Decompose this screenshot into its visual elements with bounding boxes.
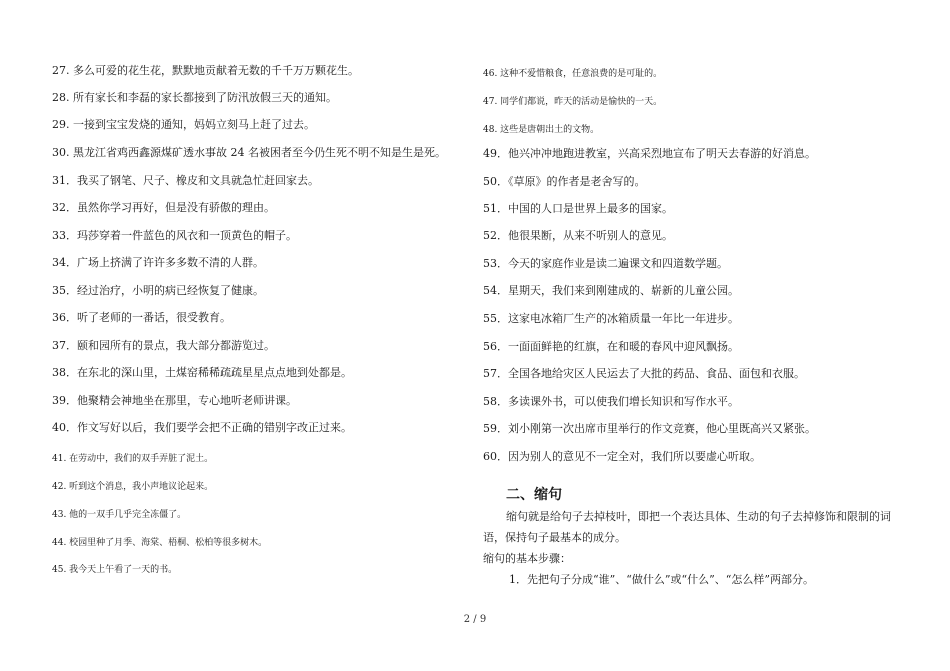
list-item: 46. 这种不爱惜粮食，任意浪费的是可耻的。 [483, 69, 663, 79]
step-1: 1．先把句子分成“谁”、“做什么”或“什么”、“怎么样”两部分。 [509, 573, 814, 586]
list-item: 31．我买了钢笔、尺子、橡皮和文具就急忙赶回家去。 [52, 174, 319, 187]
section-paragraph-line2: 语，保持句子最基本的成分。 [483, 531, 626, 544]
list-item: 43. 他的一双手几乎完全冻僵了。 [52, 510, 187, 520]
list-item: 35．经过治疗，小明的病已经恢复了健康。 [52, 284, 264, 297]
list-item: 48. 这些是唐朝出土的文物。 [483, 125, 600, 135]
list-item: 29. 一接到宝宝发烧的通知，妈妈立刻马上赶了过去。 [52, 118, 315, 131]
list-item: 58．多读课外书，可以使我们增长知识和写作水平。 [483, 395, 739, 408]
list-item: 54．星期天，我们来到刚建成的、崭新的儿童公园。 [483, 284, 739, 297]
list-item: 56．一面面鲜艳的红旗，在和暖的春风中迎风飘扬。 [483, 340, 739, 353]
list-item: 38．在东北的深山里，土煤窑稀稀疏疏星星点点地到处都是。 [52, 366, 352, 379]
list-item: 52．他很果断，从来不听别人的意见。 [483, 229, 673, 242]
list-item: 60．因为别人的意见不一定全对，我们所以要虚心听取。 [483, 450, 761, 463]
list-item: 30. 黑龙江省鸡西鑫源煤矿透水事故 24 名被困者至今仍生死不明不知是生是死。 [52, 146, 446, 159]
list-item: 27. 多么可爱的花生花，默默地贡献着无数的千千万万颗花生。 [52, 64, 359, 77]
list-item: 39．他聚精会神地坐在那里，专心地听老师讲课。 [52, 394, 297, 407]
list-item: 45. 我今天上午看了一天的书。 [52, 565, 178, 575]
list-item: 59．刘小刚第一次出席市里举行的作文竞赛，他心里既高兴又紧张。 [483, 422, 816, 435]
page-number: 2 / 9 [463, 614, 487, 625]
list-item: 41. 在劳动中，我们的双手弄脏了泥土。 [52, 454, 214, 464]
list-item: 51．中国的人口是世界上最多的国家。 [483, 202, 673, 215]
list-item: 28. 所有家长和李磊的家长都接到了防汛放假三天的通知。 [52, 91, 337, 104]
list-item: 53．今天的家庭作业是读二遍课文和四道数学题。 [483, 257, 728, 270]
list-item: 34．广场上挤满了许许多多数不清的人群。 [52, 256, 264, 269]
section-heading: 二、缩句 [506, 487, 562, 503]
list-item: 36．听了老师的一番话，很受教育。 [52, 311, 231, 324]
list-item: 40．作文写好以后，我们要学会把不正确的错别字改正过来。 [52, 421, 352, 434]
list-item: 44. 校园里种了月季、海棠、梧桐、松柏等很多树木。 [52, 538, 268, 548]
list-item: 37．颐和园所有的景点，我大部分都游览过。 [52, 339, 275, 352]
list-item: 47. 同学们都说，昨天的活动是愉快的一天。 [483, 97, 663, 107]
list-item: 33．玛莎穿着一件蓝色的风衣和一顶黄色的帽子。 [52, 229, 297, 242]
list-item: 50．《草原》的作者是老舍写的。 [483, 175, 646, 188]
section-paragraph-line1: 缩句就是给句子去掉枝叶，即把一个表达具体、生动的句子去掉修饰和限制的词 [506, 510, 891, 523]
list-item: 49．他兴冲冲地跑进教室，兴高采烈地宣布了明天去春游的好消息。 [483, 147, 816, 160]
list-item: 55．这家电冰箱厂生产的冰箱质量一年比一年进步。 [483, 312, 739, 325]
steps-label: 缩句的基本步骤： [483, 552, 571, 565]
list-item: 57．全国各地给灾区人民运去了大批的药品、食品、面包和衣服。 [483, 367, 805, 380]
list-item: 32．虽然你学习再好，但是没有骄傲的理由。 [52, 201, 275, 214]
list-item: 42. 听到这个消息，我小声地议论起来。 [52, 482, 214, 492]
